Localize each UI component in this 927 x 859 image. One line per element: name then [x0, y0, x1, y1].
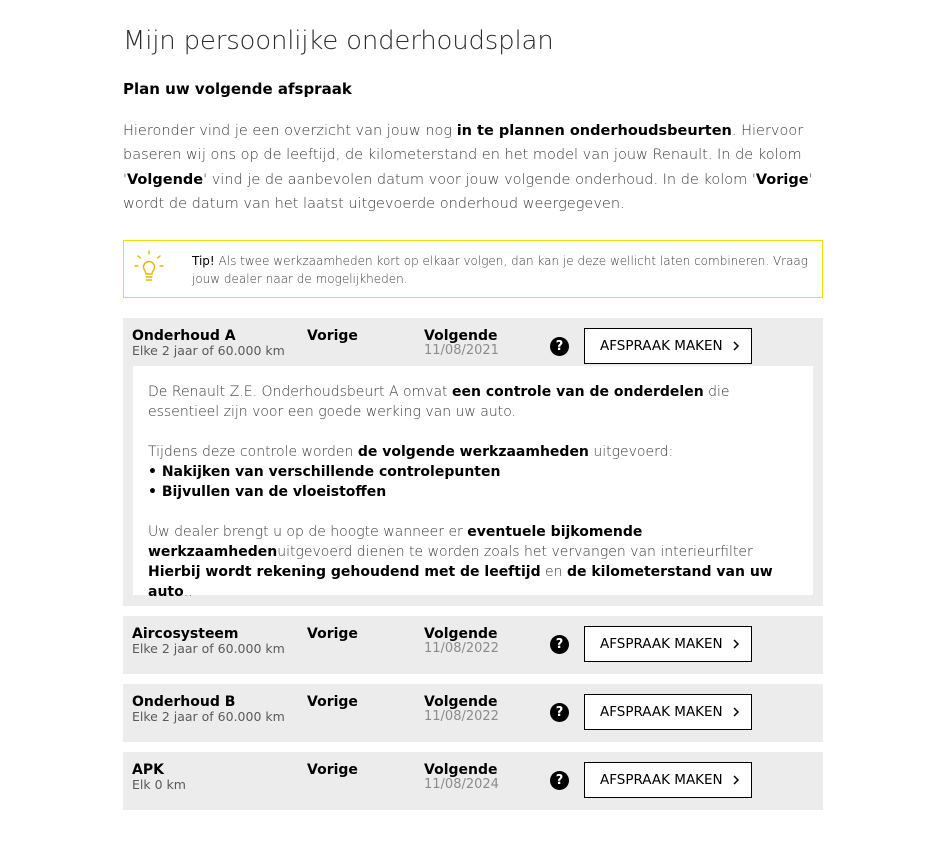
question-circle-icon[interactable]: ? — [550, 703, 569, 722]
make-appointment-button[interactable] — [584, 694, 752, 730]
make-appointment-button[interactable] — [584, 328, 752, 364]
tip-message: Als twee werkzaamheden kort op elkaar volgen, dan kan je deze wellicht laten combineren. Vraag jouw dealer naar de mogelijkheden. — [192, 254, 808, 286]
previous-label: Vorige — [307, 328, 358, 344]
detail-part: .. — [183, 584, 193, 600]
next-date: 11/08/2022 — [424, 641, 499, 656]
detail-emphasis: Hierbij wordt rekening gehoudend met de leeftijd — [148, 564, 541, 580]
question-circle-icon[interactable]: ? — [550, 771, 569, 790]
detail-bullet — [148, 462, 788, 482]
button-label: AFSPRAAK MAKEN — [600, 636, 723, 652]
intro-emphasis: in te plannen onderhoudsbeurten — [456, 123, 732, 139]
detail-bullet — [148, 482, 788, 502]
detail-part: De Renault Z.E. Onderhoudsbeurt A omvat — [148, 384, 452, 400]
intro-part: ' wordt de datum van het laatst uitgevoerde onderhoud weergegeven. — [123, 171, 813, 212]
chevron-right-icon — [732, 341, 740, 351]
tip-label: Tip! — [192, 254, 215, 268]
page-subtitle: Plan uw volgende afspraak — [123, 80, 352, 98]
tip-text — [192, 252, 812, 288]
plan-card-apk — [123, 752, 823, 810]
detail-emphasis: een controle van de onderdelen — [452, 384, 704, 400]
detail-part: uitgevoerd dienen te worden zoals het vervangen van interieurfilter — [277, 544, 753, 560]
button-label: AFSPRAAK MAKEN — [600, 772, 723, 788]
detail-part: en — [540, 564, 567, 580]
lightbulb-icon — [134, 250, 164, 284]
plan-frequency: Elke 2 jaar of 60.000 km — [132, 343, 285, 358]
bullet-text: • Nakijken van verschillende controlepunten — [148, 464, 501, 480]
plan-name: Aircosysteem — [132, 626, 239, 642]
page-title: Mijn persoonlijke onderhoudsplan — [123, 26, 554, 56]
next-date: 11/08/2022 — [424, 709, 499, 724]
plan-frequency: Elke 2 jaar of 60.000 km — [132, 641, 285, 656]
chevron-right-icon — [732, 707, 740, 717]
bullet-text: • Bijvullen van de vloeistoffen — [148, 484, 387, 500]
make-appointment-button[interactable] — [584, 762, 752, 798]
next-label: Volgende — [424, 762, 498, 778]
plan-detail-panel — [133, 366, 813, 600]
intro-part: . Hiervoor baseren wij ons op de leeftijd, de kilometerstand en het model van jouw Renault. In de kolom ' — [123, 123, 804, 188]
plan-row-header — [123, 752, 823, 810]
plan-name: Onderhoud A — [132, 328, 236, 344]
previous-label: Vorige — [307, 626, 358, 642]
plan-card-aircosysteem — [123, 616, 823, 674]
detail-part: die essentieel zijn voor een goede werking van uw auto. — [148, 384, 730, 420]
tip-box — [123, 240, 823, 298]
previous-label: Vorige — [307, 762, 358, 778]
detail-part: uitgevoerd: — [588, 444, 674, 460]
question-circle-icon[interactable]: ? — [550, 337, 569, 356]
next-label: Volgende — [424, 694, 498, 710]
plan-name: Onderhoud B — [132, 694, 236, 710]
intro-part: ' vind je de aanbevolen datum voor jouw volgende onderhoud. In de kolom ' — [203, 171, 756, 188]
next-label: Volgende — [424, 626, 498, 642]
intro-emphasis: Volgende — [127, 171, 204, 188]
button-label: AFSPRAAK MAKEN — [600, 704, 723, 720]
next-label: Volgende — [424, 328, 498, 344]
intro-text — [123, 119, 823, 216]
detail-emphasis: eventuele bijkomende werkzaamheden — [148, 524, 643, 560]
intro-part: Hieronder vind je een overzicht van jouw nog — [123, 123, 457, 139]
detail-paragraph — [148, 522, 788, 602]
plan-card-onderhoud-a — [123, 318, 823, 606]
plan-row-header — [123, 616, 823, 674]
detail-part: Uw dealer brengt u op de hoogte wanneer er — [148, 524, 468, 540]
next-date: 11/08/2021 — [424, 343, 499, 358]
plan-frequency: Elk 0 km — [132, 777, 186, 792]
next-date: 11/08/2024 — [424, 777, 499, 792]
chevron-right-icon — [732, 639, 740, 649]
make-appointment-button[interactable] — [584, 626, 752, 662]
detail-paragraph — [148, 442, 788, 462]
detail-emphasis: de volgende werkzaamheden — [357, 444, 589, 460]
question-circle-icon[interactable]: ? — [550, 635, 569, 654]
chevron-right-icon — [732, 775, 740, 785]
detail-emphasis: de kilometerstand van uw auto — [148, 564, 773, 600]
detail-paragraph — [148, 382, 788, 422]
plan-detail-text — [148, 382, 788, 602]
detail-part: Tijdens deze controle worden — [148, 444, 358, 460]
plan-name: APK — [132, 762, 164, 778]
plan-card-onderhoud-b — [123, 684, 823, 742]
previous-label: Vorige — [307, 694, 358, 710]
plan-row-header — [123, 684, 823, 742]
button-label: AFSPRAAK MAKEN — [600, 338, 723, 354]
intro-emphasis: Vorige — [755, 171, 809, 188]
plan-frequency: Elke 2 jaar of 60.000 km — [132, 709, 285, 724]
